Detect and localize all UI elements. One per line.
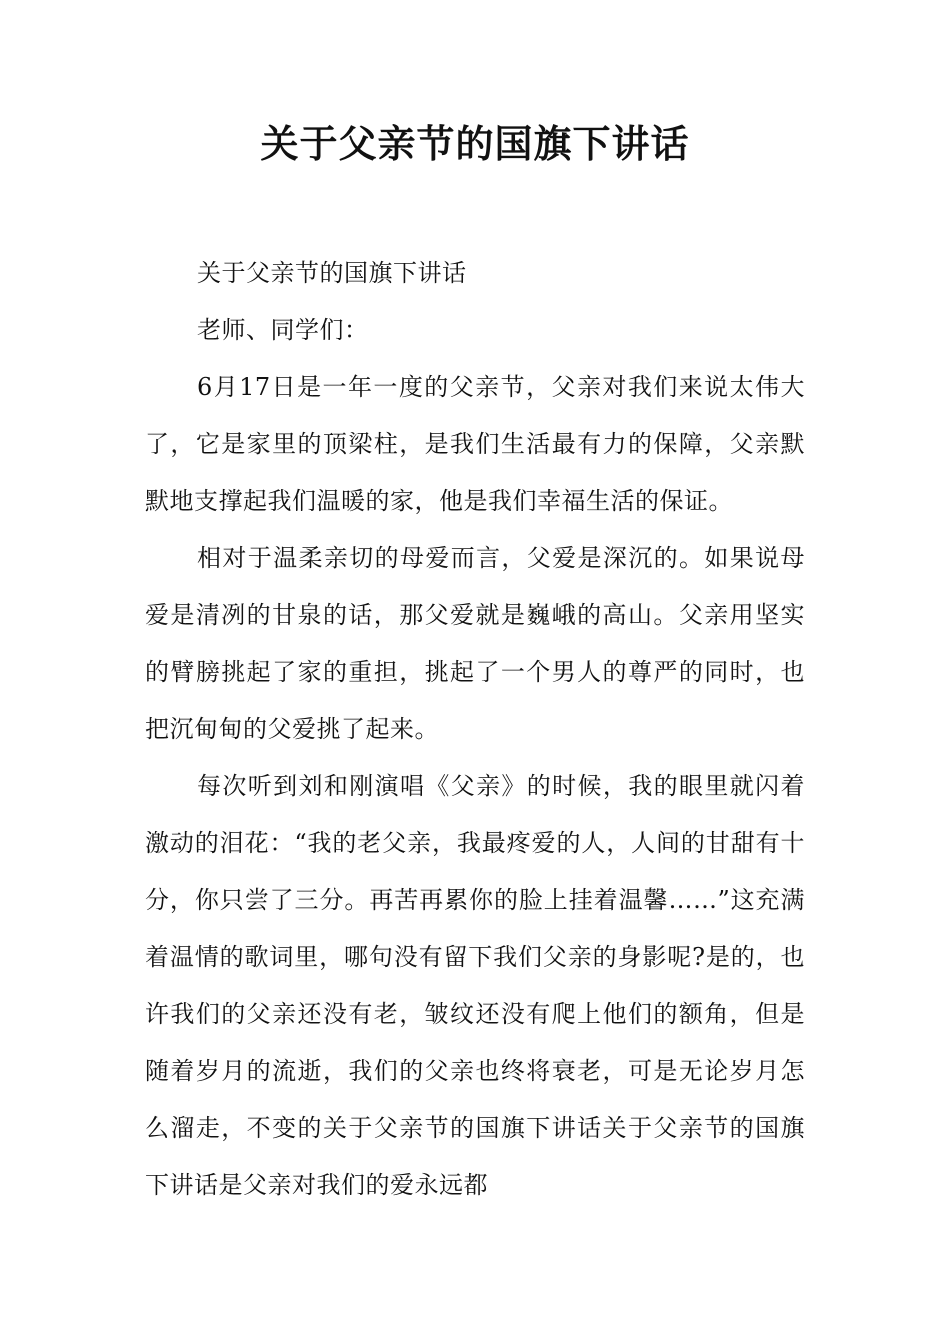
document-body xyxy=(145,245,805,1214)
paragraph-heading: 关于父亲节的国旗下讲话 xyxy=(197,259,467,287)
paragraph: 6月17日是一年一度的父亲节，父亲对我们来说太伟大了，它是家里的顶梁柱，是我们生活最有力的保障，父亲默默地支撑起我们温暖的家，他是我们幸福生活的保证。 xyxy=(145,373,805,515)
document-title: 关于父亲节的国旗下讲话 xyxy=(260,121,690,166)
paragraph-salutation: 老师、同学们： xyxy=(197,316,369,344)
paragraph: 每次听到刘和刚演唱《父亲》的时候，我的眼里就闪着激动的泪花：“我的老父亲，我最疼爱的人，人间的甘甜有十分，你只尝了三分。再苦再累你的脸上挂着温馨……”这充满着温情的歌词里，哪句没有留下我们父亲的身影呢?是的，也许我们的父亲还没有老，皱纹还没有爬上他们的额角，但是随着岁月的流逝，我们的父亲也终将衰老，可是无论岁月怎么溜走，不变的关于父亲节的国旗下讲话关于父亲节的国旗下讲话是父亲对我们的爱永远都 xyxy=(145,772,805,1199)
paragraph: 相对于温柔亲切的母爱而言，父爱是深沉的。如果说母爱是清冽的甘泉的话，那父爱就是巍峨的高山。父亲用坚实的臂膀挑起了家的重担，挑起了一个男人的尊严的同时，也把沉甸甸的父爱挑了起来。 xyxy=(145,544,805,743)
